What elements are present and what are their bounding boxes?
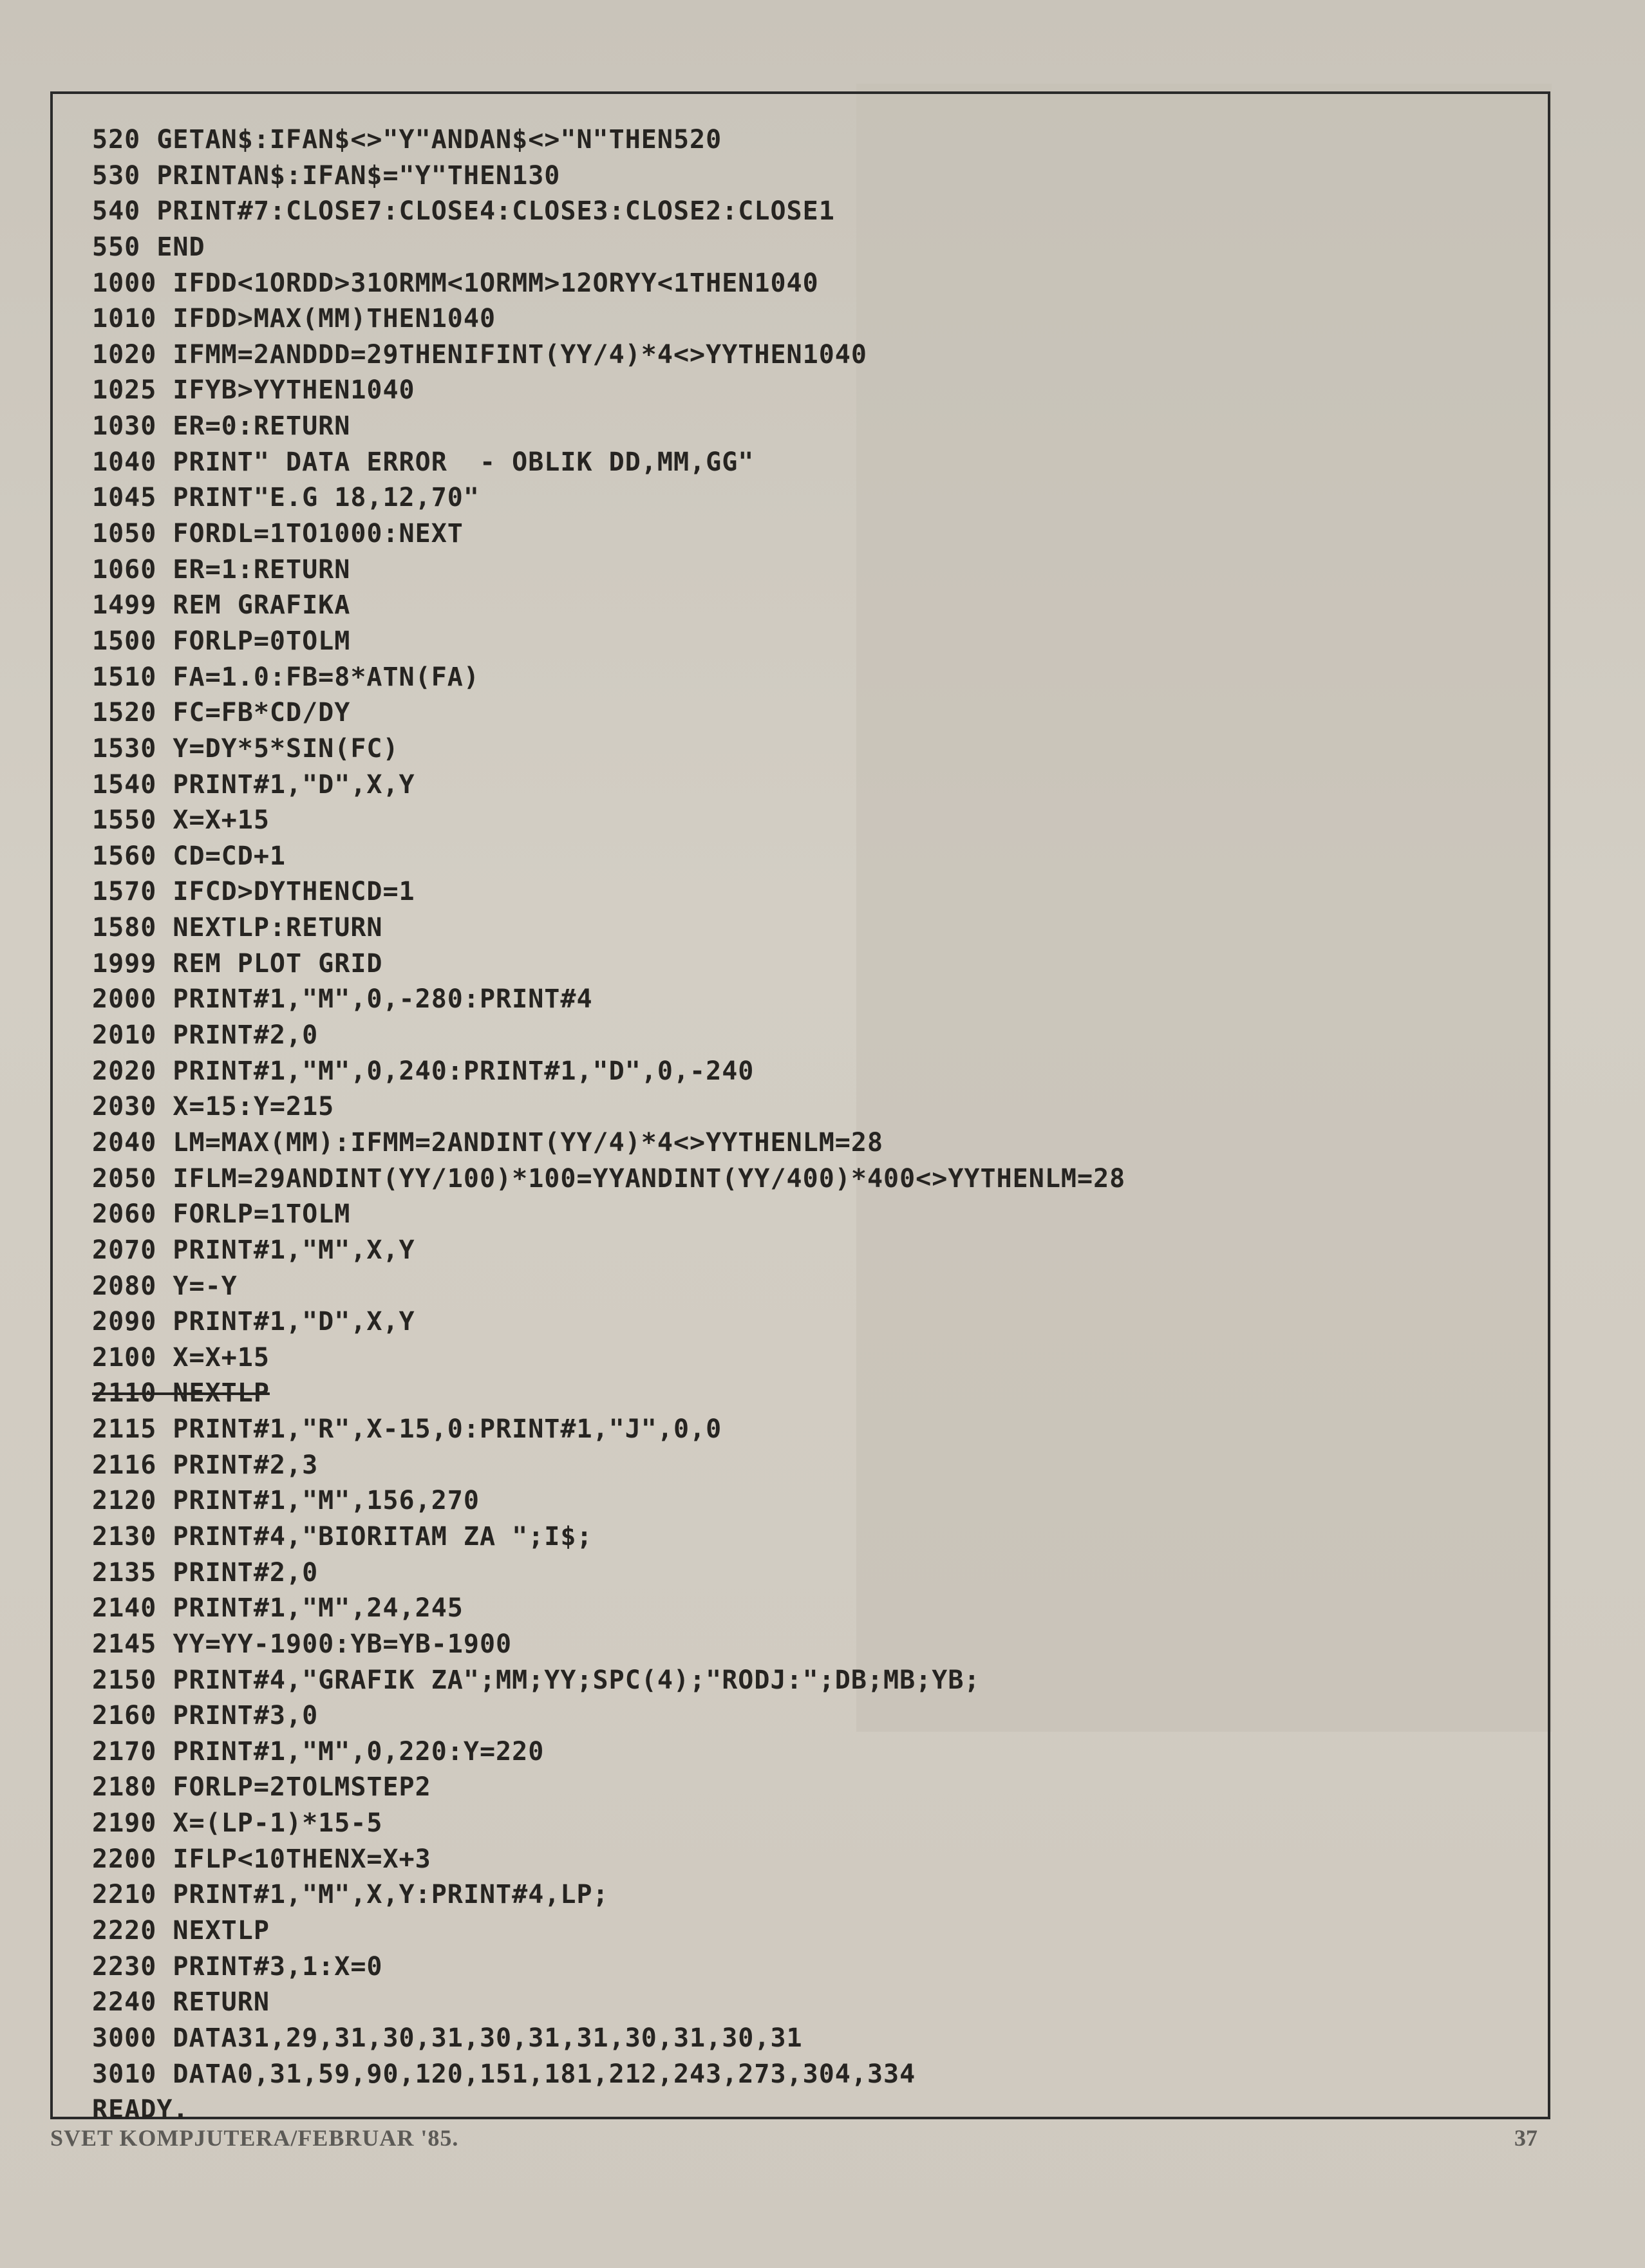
code-line-struck: 2110 NEXTLP — [92, 1378, 270, 1409]
code-line: 1540 PRINT#1,"D",X,Y — [92, 769, 415, 800]
code-line: 550 END — [92, 232, 205, 262]
publication-footer: SVET KOMPJUTERA/FEBRUAR '85. — [50, 2125, 459, 2151]
code-line: 2140 PRINT#1,"M",24,245 — [92, 1593, 464, 1624]
code-line: 2240 RETURN — [92, 1987, 270, 2018]
code-line: 2115 PRINT#1,"R",X-15,0:PRINT#1,"J",0,0 — [92, 1414, 722, 1445]
code-line: 2070 PRINT#1,"M",X,Y — [92, 1235, 415, 1265]
code-line: 1530 Y=DY*5*SIN(FC) — [92, 733, 399, 764]
code-line: 1550 X=X+15 — [92, 805, 270, 836]
code-line: 2090 PRINT#1,"D",X,Y — [92, 1307, 415, 1337]
code-line: 1045 PRINT"E.G 18,12,70" — [92, 483, 480, 513]
code-line: 1510 FA=1.0:FB=8*ATN(FA) — [92, 662, 480, 692]
code-line: 2060 FORLP=1TOLM — [92, 1199, 351, 1230]
code-line: 1520 FC=FB*CD/DY — [92, 698, 351, 728]
code-line: 1499 REM GRAFIKA — [92, 590, 351, 621]
code-line: 2150 PRINT#4,"GRAFIK ZA";MM;YY;SPC(4);"RODJ:";DB;MB;YB; — [92, 1665, 981, 1695]
code-line: 2145 YY=YY-1900:YB=YB-1900 — [92, 1629, 512, 1659]
code-line: 1000 IFDD<1ORDD>31ORMM<1ORMM>12ORYY<1THEN1040 — [92, 268, 819, 298]
code-line: 2200 IFLP<10THENX=X+3 — [92, 1844, 431, 1874]
code-line: 1050 FORDL=1TO1000:NEXT — [92, 519, 464, 549]
code-line: 2040 LM=MAX(MM):IFMM=2ANDINT(YY/4)*4<>YYTHENLM=28 — [92, 1127, 884, 1157]
code-line: 2180 FORLP=2TOLMSTEP2 — [92, 1772, 431, 1803]
code-line: 2210 PRINT#1,"M",X,Y:PRINT#4,LP; — [92, 1880, 609, 1910]
code-line: 3010 DATA0,31,59,90,120,151,181,212,243,273,304,334 — [92, 2059, 916, 2089]
code-line: 2170 PRINT#1,"M",0,220:Y=220 — [92, 1736, 545, 1767]
code-line: 2050 IFLM=29ANDINT(YY/100)*100=YYANDINT(YY/400)*400<>YYTHENLM=28 — [92, 1163, 1126, 1194]
code-line: 2010 PRINT#2,0 — [92, 1020, 319, 1051]
code-line: 1999 REM PLOT GRID — [92, 948, 383, 979]
code-line: 2080 Y=-Y — [92, 1271, 238, 1301]
code-line: 2100 X=X+15 — [92, 1342, 270, 1373]
code-line: 530 PRINTAN$:IFAN$="Y"THEN130 — [92, 160, 561, 191]
page-number: 37 — [1514, 2125, 1537, 2151]
code-line: 1030 ER=0:RETURN — [92, 411, 351, 442]
code-line: 540 PRINT#7:CLOSE7:CLOSE4:CLOSE3:CLOSE2:CLOSE1 — [92, 196, 835, 227]
code-line: 1040 PRINT" DATA ERROR - OBLIK DD,MM,GG" — [92, 447, 755, 477]
code-line: 1020 IFMM=2ANDDD=29THENIFINT(YY/4)*4<>YYTHEN1040 — [92, 339, 867, 370]
code-line: 2190 X=(LP-1)*15-5 — [92, 1808, 383, 1839]
code-line: 2020 PRINT#1,"M",0,240:PRINT#1,"D",0,-240 — [92, 1056, 755, 1086]
code-line: 1560 CD=CD+1 — [92, 841, 286, 871]
code-line: 2160 PRINT#3,0 — [92, 1701, 319, 1731]
code-line: 3000 DATA31,29,31,30,31,30,31,31,30,31,30,31 — [92, 2023, 803, 2053]
basic-program-listing — [92, 122, 1521, 2128]
code-line: 1580 NEXTLP:RETURN — [92, 913, 383, 943]
code-line: 2116 PRINT#2,3 — [92, 1450, 319, 1480]
code-line: 2000 PRINT#1,"M",0,-280:PRINT#4 — [92, 984, 593, 1015]
code-line: 2120 PRINT#1,"M",156,270 — [92, 1486, 480, 1516]
code-line: 1010 IFDD>MAX(MM)THEN1040 — [92, 304, 496, 334]
code-line: 2230 PRINT#3,1:X=0 — [92, 1951, 383, 1982]
code-line: 1025 IFYB>YYTHEN1040 — [92, 375, 415, 406]
code-line: 2135 PRINT#2,0 — [92, 1557, 319, 1588]
code-line: 2220 NEXTLP — [92, 1916, 270, 1946]
code-line: 1500 FORLP=0TOLM — [92, 626, 351, 656]
ready-prompt: READY. — [92, 2095, 189, 2125]
code-line: 2130 PRINT#4,"BIORITAM ZA ";I$; — [92, 1521, 593, 1551]
code-line: 1570 IFCD>DYTHENCD=1 — [92, 877, 415, 907]
code-line: 520 GETAN$:IFAN$<>"Y"ANDAN$<>"N"THEN520 — [92, 125, 722, 155]
code-line: 1060 ER=1:RETURN — [92, 554, 351, 585]
code-line: 2030 X=15:Y=215 — [92, 1092, 335, 1122]
